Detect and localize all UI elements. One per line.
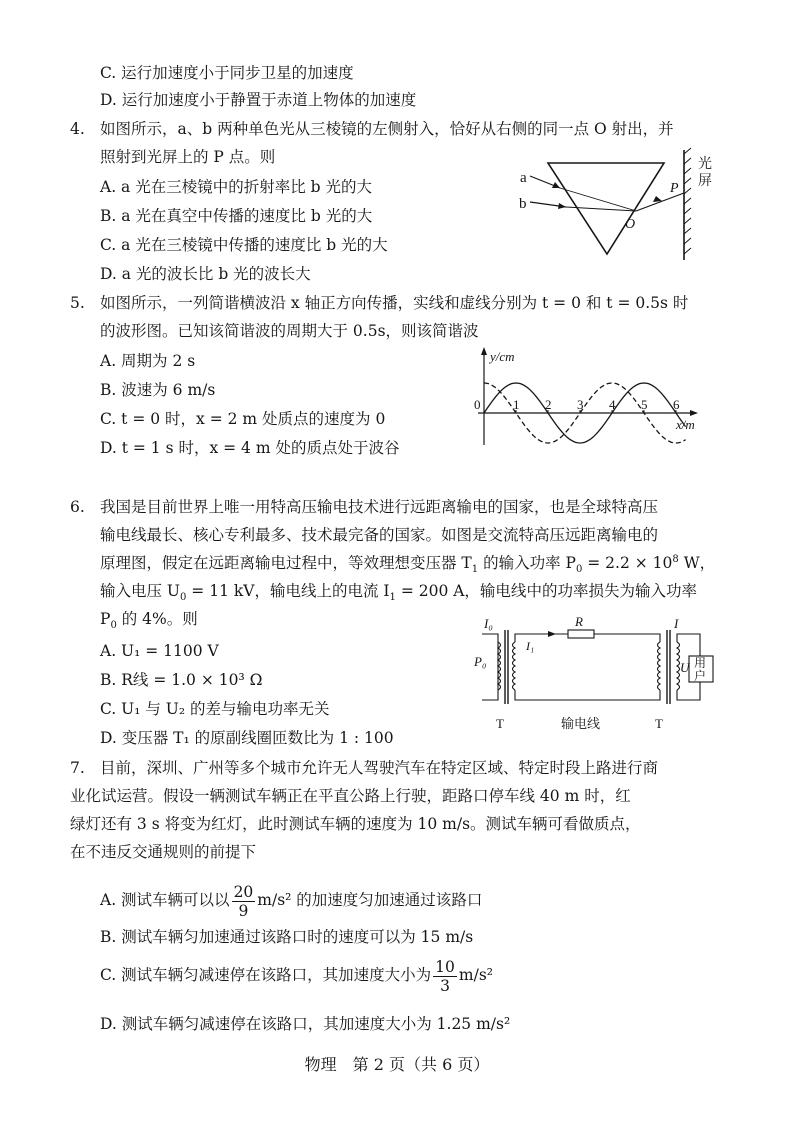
q7-option-d: D. 测试车辆匀减速停在该路口，其加速度大小为 1.25 m/s² [100,1015,511,1033]
prism-triangle [548,163,664,254]
x-tick-label-6: 6 [673,397,680,412]
q7-number: 7. [70,759,85,777]
q6-stem-line-5: $P_0$ 的 4%。则 [100,610,198,632]
q6-option-a: A. U₁ = 1100 V [100,642,219,660]
x-tick-label-3: 3 [577,397,584,412]
q5-stem-line-1: 如图所示，一列简谐横波沿 x 轴正方向传播，实线和虚线分别为 t = 0 和 t = 0.5s 时 [100,294,689,312]
q7-stem-line-1: 目前，深圳、广州等多个城市允许无人驾驶汽车在特定区域、特定时段上路进行商 [100,759,659,777]
page-footer: 物理 第 2 页（共 6 页） [304,1055,490,1074]
y-axis-label: y/cm [490,349,515,364]
label-line: 输电线 [561,716,601,731]
prism-figure [500,140,730,275]
q7-option-a: A. 测试车辆可以以 $\frac{20}{9}$ m/s² 的加速度匀加速通过该路口 [100,882,483,920]
q6-stem-line-1: 我国是目前世界上唯一用特高压输电技术进行远距离输电的国家，也是全球特高压 [100,498,659,516]
q6-option-c: C. U₁ 与 U₂ 的差与输电功率无关 [100,700,330,718]
q4-option-c: C. a 光在三棱镜中传播的速度比 b 光的大 [100,236,388,254]
q6-stem-line-2: 输电线最长、核心专利最多、技术最完备的国家。如图是交流特高压远距离输电的 [100,526,659,544]
label-screen-1: 光 [698,157,712,172]
q4-stem-line-2: 照射到光屏上的 P 点。则 [100,148,276,166]
x-tick-label-4: 4 [609,397,616,412]
q5-stem-line-2: 的波形图。已知该简谐波的周期大于 0.5s，则该简谐波 [100,322,479,340]
q5-option-a: A. 周期为 2 s [100,352,196,370]
q7-stem-line-4: 在不违反交通规则的前提下 [70,843,257,861]
label-user-1: 用 [694,656,707,670]
lower-line [515,690,660,700]
x-tick-label-5: 5 [641,397,648,412]
q4-option-b: B. a 光在真空中传播的速度比 b 光的大 [100,207,373,225]
q4-stem-line-1: 如图所示，a、b 两种单色光从三棱镜的左侧射入，恰好从右侧的同一点 O 射出，并 [100,120,674,138]
q3-option-d: D. 运行加速度小于静置于赤道上物体的加速度 [100,91,417,109]
label-screen-2: 屏 [698,174,712,189]
label-I: I [674,616,679,631]
label-U: U [680,660,690,675]
q6-option-b: B. R线 = 1.0 × 10³ Ω [100,671,263,689]
q7-stem-line-2: 业化试运营。假设一辆测试车辆正在平直公路上行驶，距路口停车线 40 m 时，红 [70,787,631,805]
label-P: P [670,181,679,196]
q6-option-d: D. 变压器 T₁ 的原副线圈匝数比为 1 : 100 [100,729,394,747]
ray-b-arrow [558,203,566,209]
label-user-2: 户 [694,669,707,683]
q4-option-a: A. a 光在三棱镜中的折射率比 b 光的大 [100,178,372,196]
fraction-10-3: $\frac{10}{3}$ [435,957,455,995]
q4-option-d: D. a 光的波长比 b 光的波长大 [100,265,311,283]
screen-hatching [684,148,691,254]
q7-stem-line-3: 绿灯还有 3 s 将变为红灯，此时测试车辆的速度为 10 m/s。测试车辆可看做质点， [70,815,641,833]
label-P0: P₀ [474,654,487,669]
label-T-right: T [655,716,663,731]
label-b: b [519,196,527,212]
wave-chart [468,345,708,450]
left-secondary-coil [513,642,516,690]
right-primary-coil [658,642,661,690]
x-tick-label-1: 1 [513,397,520,412]
q5-option-c: C. t = 0 时，x = 2 m 处质点的速度为 0 [100,410,386,428]
q6-stem-line-4: 输入电压 $U_0 = 11$ kV，输电线上的电流 $I_1 = 200$ A，输电线中的功率损失为输入功率 [100,582,697,604]
q5-option-b: B. 波速为 6 m/s [100,381,216,399]
current-arrow-I1 [548,631,556,637]
label-O: O [625,217,636,232]
q5-option-d: D. t = 1 s 时，x = 4 m 处的质点处于波谷 [100,439,400,457]
q6-number: 6. [70,498,85,516]
x-axis-label: x/m [676,417,695,432]
label-R: R [575,614,583,629]
x-axis-arrow [690,410,698,416]
q3-option-c: C. 运行加速度小于同步卫星的加速度 [100,64,354,82]
q5-number: 5. [70,294,85,312]
x-tick-label-2: 2 [545,397,552,412]
label-I1: I₁ [526,639,535,653]
q7-option-b: B. 测试车辆匀加速通过该路口时的速度可以为 15 m/s [100,928,474,946]
y-axis-arrow [481,347,487,355]
label-I0: I₀ [484,616,493,631]
resistor-R [568,630,594,638]
transmission-circuit [470,612,730,737]
q4-number: 4. [70,120,85,138]
label-T-left: T [496,716,504,731]
x-tick-label-0: 0 [474,397,481,412]
label-a: a [520,170,527,186]
ray-exit-arrow [653,196,662,202]
q6-stem-line-3: 原理图，假定在远距离输电过程中，等效理想变压器 $T_1$ 的输入功率 $P_0 = 2.2 \times 10^8$ W， [100,553,716,576]
fraction-20-9: $\frac{20}{9}$ [233,882,254,920]
q7-option-c: C. 测试车辆匀减速停在该路口，其加速度大小为 $\frac{10}{3}$ m/s² [100,957,493,995]
